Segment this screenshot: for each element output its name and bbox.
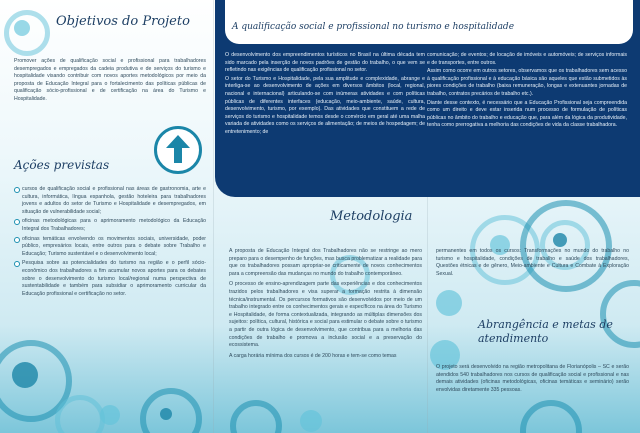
decorative-dot [160,408,172,420]
banner-paragraph: Diante desse contexto, é necessário que a Educação Profissional seja compreendida como um direito e deve estar inserida num processo de formulação de políticas públicas no âmbito do trabalho e educação que, para além da lógica da produtividade, tenha como prerrogativa a melhoria das condições de vida da classe trabalhadora. [427,99,627,129]
banner-paragraph: comunicação; de eventos; de locação de imóveis e automóveis; de serviços informais e de transportes, entre outros. [427,52,627,66]
decorative-dot [436,290,462,316]
objetivos-title: Objetivos do Projeto [56,14,190,29]
banner-column-2 [427,52,627,131]
list-item: oficinas metodológicas para o aprimoramento metodológico da Educação Integral dos Trabalhadores; [14,218,206,233]
metodologia-paragraph: A proposta de Educação Integral dos Trabalhadores não se restringe ao mero preparo para o desempenho de funções, mas busca problematizar a realidade para que os trabalhadores possam apropriar-se criticamente de novos conhecimentos para a compreensão das mudanças no mundo do trabalho contemporâneo. [229,248,422,277]
metodologia-continued-text [436,248,629,281]
list-item: Pesquisa sobre as potencialidades do turismo na região e o perfil sócio-econômico dos trabalhadores a fim acumular novos aportes para os debates sobre o desenvolvimento do turismo local/regional numa perspectiva de sustentabilidade e também para subsidiar o aprimoramento curricular da Educação profissional e certificação no setor. [14,260,206,298]
decorative-dot [12,362,38,388]
decorative-dot [100,405,120,425]
decorative-ring [520,400,582,433]
abrangencia-paragraph: O projeto será desenvolvido na região metropolitana de Florianópolis – SC e serão atendidos 540 trabalhadores nos cursos de qualificação social e profissional e nas demais atividades (oficinas metodológicas, oficinas temáticas e seminário) serão envolvidas diretamente 335 pessoas. [436,364,629,393]
banner-paragraph: O desenvolvimento dos empreendimentos turísticos no Brasil na última década tem sido marcado pela inserção de novos padrões de gestão do trabalho, o que vem se refletindo nas exigências de qualificação profissional no setor. [225,52,425,74]
fold-line [213,0,214,433]
banner-paragraph: Assim como ocorre em outros setores, observamos que os trabalhadores sem acesso à qualificação profissional e à educação básica são aqueles que estão submetidos às piores condições de trabalho (baixa remuneração, longas e extenuantes jornadas de trabalho, contratos precários de trabalho etc.). [427,68,627,97]
list-item: cursos de qualificação social e profissional nas áreas de gastronomia, arte e cultura, informática, língua espanhola, gestão hoteleira para trabalhadores jovens e adultos do setor de Turismo e Hospitalidade e desempregados, em situação de vulnerabilidade social; [14,186,206,216]
metodologia-paragraph: permanentes em todos os cursos: Transformações no mundo do trabalho no turismo e hospitalidade, condições de trabalho e saúde dos trabalhadores, Questões étnicas e de gênero, Meio-ambiente e Cultura e Combate à Exploração Sexual. [436,248,629,277]
acoes-title: Ações previstas [14,158,110,172]
banner-title: A qualificação social e profissional no turismo e hospitalidade [232,22,515,32]
acoes-list [14,186,206,300]
objetivos-paragraph: Promover ações de qualificação social e profissional para trabalhadores desempregados e empregados da cadeia produtiva e de serviços do turismo e hospitalidade visando contribuir com novos aportes metodológicos por meio da proposta de Educação Integral para o fortalecimento das políticas públicas de qualificação sócio-profissional e de certificação na área do Turismo e Hospitalidade. [14,58,206,102]
metodologia-title: Metodologia [330,209,413,224]
banner-paragraph: O setor do Turismo e Hospitalidade, pela sua amplitude e complexidade, abrange e interliga-se ao desenvolvimento de ações em diversos âmbitos (local, regional, nacional e internacional) articulando-se com inúmeras atividades e com políticas públicas de diferentes interfaces (educação, meio-ambiente, saúde, cultura, desenvolvimento, turismo, por exemplo). Das atividades que constituem a rede de serviços do turismo e hospitalidade temos desde o comércio em geral até uma malha variada de atividades como os serviços de alimentação; de meios de hospedagem; de entretenimento; de [225,75,425,135]
list-item: oficinas temáticas envolvendo os movimentos sociais, universidade, poder público, empresários locais, entre outros para o debate sobre Trabalho e Educação; Turismo sustentável e o desenvolvimento local; [14,236,206,259]
decorative-ring [230,400,282,433]
decorative-dot [14,20,30,36]
metodologia-text [229,248,422,363]
decorative-dot [300,410,322,432]
metodologia-paragraph: A carga horária mínima dos cursos é de 200 horas e tem-se como temas [229,352,397,359]
abrangencia-title: Abrangência e metas de atendimento [478,318,613,345]
decorative-dot [553,233,567,247]
arrow-up-icon [154,126,202,174]
metodologia-paragraph: O processo de ensino-aprendizagem parte das experiências e dos conhecimentos trazidos pelos trabalhadores e visa superar a formação restrita à dimensão técnica/instrumental. Os percursos formativos são desenvolvidos por meio de um trabalho integrado entre os conhecimentos gerais e específicos na área do Turismo e Hospitalidade, de forma contextualizada, integrando as múltiplas dimensões dos sujeitos: política, cultural, histórica e social para estimular o debate sobre o turismo a partir de outra lógica de desenvolvimento, que contribua para a melhoria das condições de trabalho e promova a inclusão social e a preservação do ecossistema. [229,281,422,349]
decorative-ring [55,395,105,433]
banner-column-1 [225,52,425,138]
abrangencia-text [436,364,629,397]
objetivos-text [14,58,206,107]
